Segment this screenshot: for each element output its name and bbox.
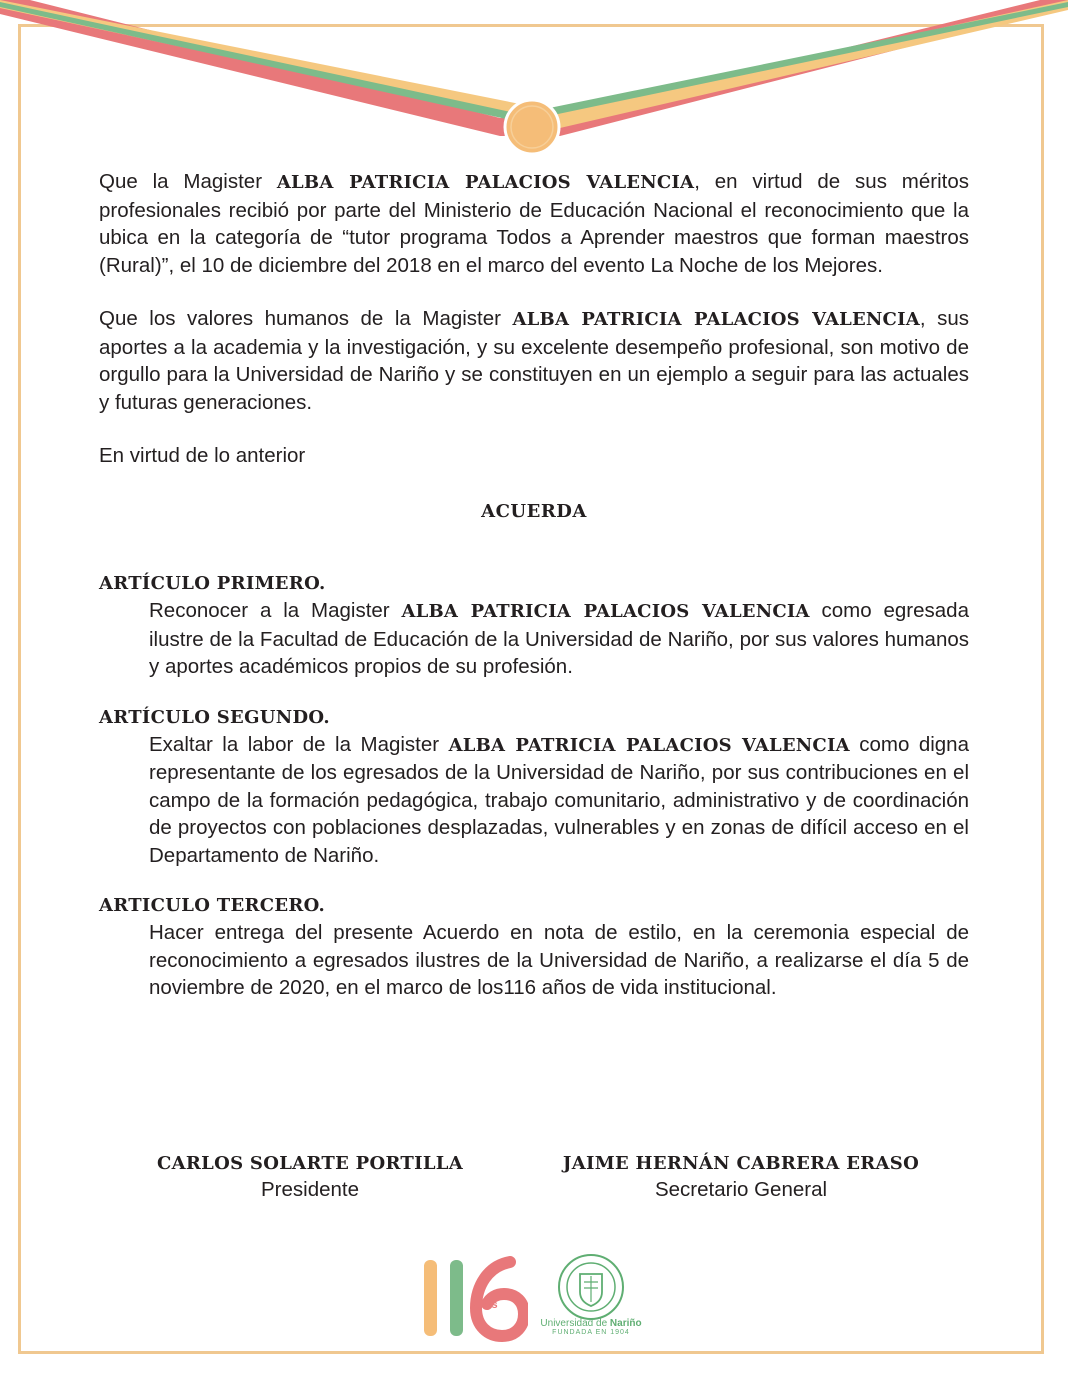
university-name: Universidad de Nariño	[540, 1318, 642, 1329]
anniversary-word: años	[472, 1299, 498, 1311]
signature-secretary	[532, 1151, 950, 1203]
article-title: ARTÍCULO SEGUNDO.	[99, 706, 330, 728]
signer-name: JAIME HERNÁN CABRERA ERASO	[562, 1153, 920, 1174]
article-title: ARTÍCULO PRIMERO.	[99, 573, 326, 594]
acuerda-heading: ACUERDA	[481, 500, 587, 522]
intro-line: En virtud de lo anterior	[99, 444, 306, 467]
honoree-name: ALBA PATRICIA PALACIOS VALENCIA	[448, 734, 850, 756]
article-body: Reconocer a la Magister ALBA PATRICIA PALACIOS VALENCIA como egresada ilustre de la Facultad de Educación de la Universidad de Nariño, por sus valores humanos y aportes académicos propios de su profesión.	[149, 599, 969, 678]
article-tercero	[99, 893, 969, 1002]
article-body: Hacer entrega del presente Acuerdo en nota de estilo, en la ceremonia especial de reconocimiento a egresados ilustres de la Universidad de Nariño, a realizarse el día 5 de noviembre de 2020, en el marco de los116 años de vida institucional.	[149, 921, 969, 999]
paragraph-1: Que la Magister ALBA PATRICIA PALACIOS VALENCIA, en virtud de sus méritos profesionales recibió por parte del Ministerio de Educación Nacional el reconocimiento que la ubica en la categoría de “tutor programa Todos a Aprender maestros que forman maestros (Rural)”, el 10 de diciembre del 2018 en el marco del evento La Noche de los Mejores.	[99, 170, 970, 277]
honoree-name: ALBA PATRICIA PALACIOS VALENCIA	[276, 172, 695, 193]
article-title: ARTICULO TERCERO.	[99, 895, 326, 916]
medal-icon	[505, 100, 559, 154]
footer-logos	[0, 1250, 1068, 1340]
honoree-name: ALBA PATRICIA PALACIOS VALENCIA	[401, 601, 810, 622]
honoree-name: ALBA PATRICIA PALACIOS VALENCIA	[512, 309, 920, 330]
ribbon-decoration	[0, 0, 1068, 170]
signer-name: CARLOS SOLARTE PORTILLA	[156, 1153, 464, 1174]
paragraph-2: Que los valores humanos de la Magister ALBA PATRICIA PALACIOS VALENCIA, sus aportes a la academia y la investigación, y su excelente desempeño profesional, son motivo de orgullo para la Universidad de Nariño y se constituyen en un ejemplo a seguir para las actuales y futuras generaciones.	[99, 307, 969, 414]
university-founded: FUNDADA EN 1904	[552, 1329, 630, 1336]
signer-role: Presidente	[260, 1178, 359, 1201]
university-seal-icon	[556, 1252, 626, 1322]
article-segundo	[99, 705, 969, 870]
article-body: Exaltar la labor de la Magister ALBA PATRICIA PALACIOS VALENCIA como digna representante de los egresados de la Universidad de Nariño, por sus contribuciones en el campo de la formación pedagógica, trabajo comunitario, administrativo y de coordinación de proyectos con poblaciones desplazadas, vulnerables y en zonas de difícil acceso en el Departamento de Nariño.	[149, 732, 969, 867]
signature-president	[130, 1151, 490, 1203]
article-primero	[99, 571, 969, 681]
signer-role: Secretario General	[654, 1178, 828, 1201]
document-body	[99, 168, 969, 1026]
anniversary-116-logo	[418, 1256, 528, 1342]
